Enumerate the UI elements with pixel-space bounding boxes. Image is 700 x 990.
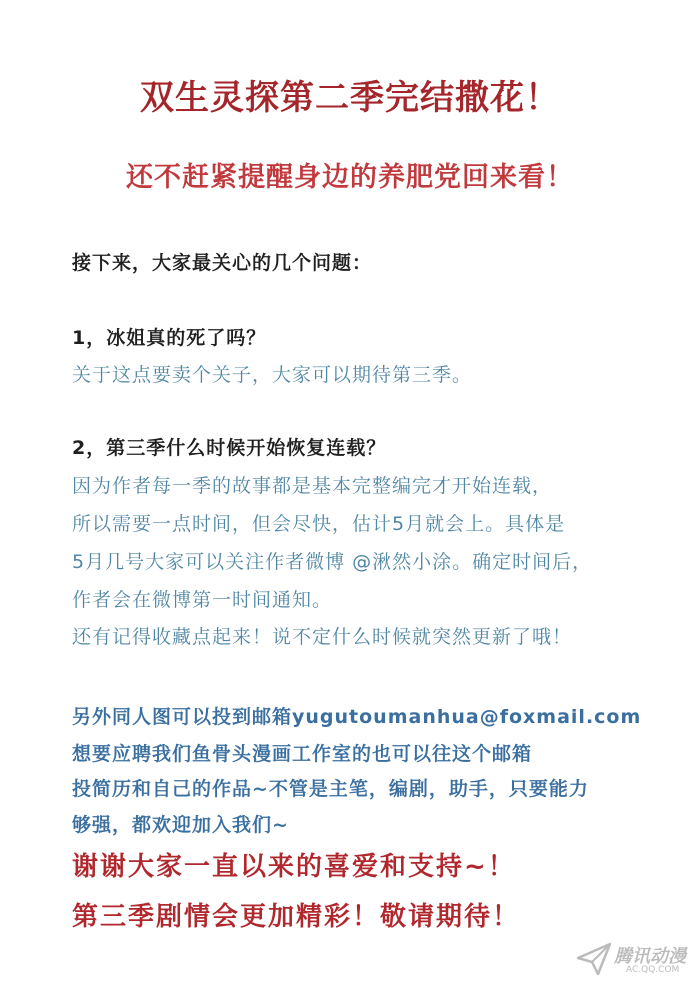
answer-2-line: 5月几号大家可以关注作者微博 @湫然小涂。确定时间后， <box>72 551 593 573</box>
answer-2-line: 作者会在微博第一时间通知。 <box>72 589 333 611</box>
answer-2-line: 因为作者每一季的故事都是基本完整编完才开始连载， <box>72 475 553 497</box>
notice-line: 另外同人图可以投到邮箱yugutoumanhua@foxmail.com <box>72 706 642 728</box>
answer-2-line: 还有记得收藏点起来！说不定什么时候就突然更新了哦！ <box>72 626 573 648</box>
notice-line: 投简历和自己的作品~不管是主笔，编剧，助手，只要能力 <box>72 778 589 800</box>
watermark-url: AC.QQ.COM <box>626 965 680 975</box>
notice-line: 够强，都欢迎加入我们~ <box>72 814 289 836</box>
question-1: 1，冰姐真的死了吗？ <box>72 327 267 349</box>
answer-1: 关于这点要卖个关子，大家可以期待第三季。 <box>72 364 473 386</box>
watermark-logo <box>576 938 686 982</box>
page-title: 双生灵探第二季完结撒花！ <box>140 78 560 118</box>
paper-plane-icon <box>576 942 612 976</box>
question-2: 2，第三季什么时候开始恢复连载？ <box>72 437 387 459</box>
closing-line: 第三季剧情会更加精彩！敬请期待！ <box>72 902 521 932</box>
intro-heading: 接下来，大家最关心的几个问题： <box>72 252 373 274</box>
notice-line: 想要应聘我们鱼骨头漫画工作室的也可以往这个邮箱 <box>72 743 533 765</box>
answer-2-line: 所以需要一点时间，但会尽快，估计5月就会上。具体是 <box>72 513 566 535</box>
page-subtitle: 还不赶紧提醒身边的养肥党回来看！ <box>126 162 574 193</box>
watermark-brand: 腾讯动漫 <box>614 946 686 967</box>
closing-line: 谢谢大家一直以来的喜爱和支持~！ <box>72 852 516 882</box>
